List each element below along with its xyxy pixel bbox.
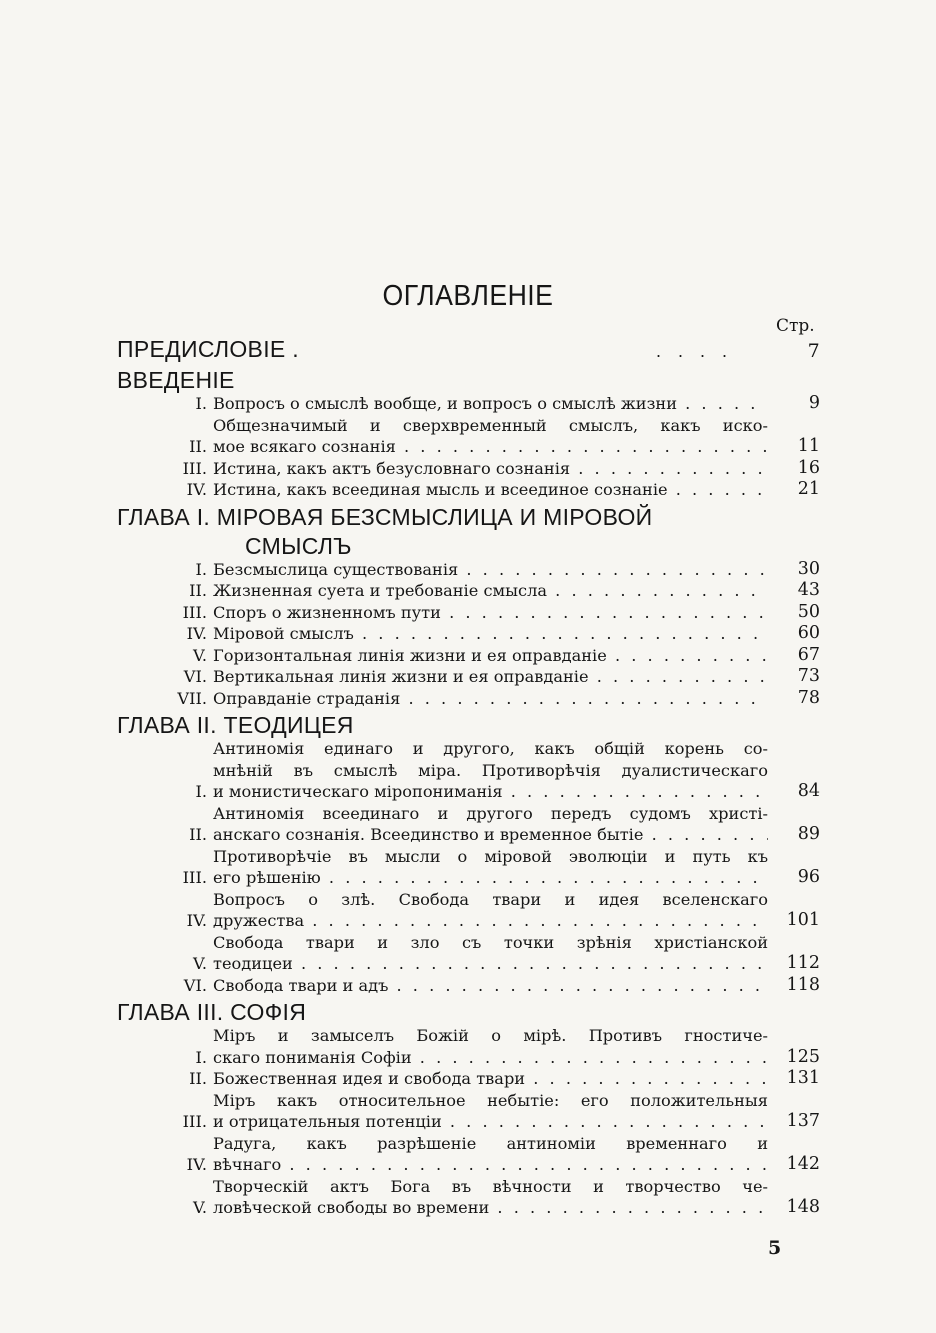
entry-title-line: и отрицательныя потенціи . . . bbox=[213, 1111, 768, 1133]
entry-title bbox=[213, 846, 768, 889]
toc-entry[interactable] bbox=[117, 1068, 820, 1090]
entry-number: I. bbox=[195, 559, 207, 579]
page-title: ОГЛАВЛЕНІЕ bbox=[382, 280, 554, 312]
entry-title-line: Антиномія единаго и другого, какъ общій корень со- bbox=[213, 739, 768, 758]
entry-number: II. bbox=[189, 581, 207, 600]
toc-entry[interactable] bbox=[117, 415, 820, 458]
entry-title-line: скаго пониманія Софіи . . . bbox=[213, 1047, 768, 1069]
toc-entry[interactable] bbox=[117, 1090, 820, 1133]
entry-title-line: Вертикальная линія жизни и ея оправданіе . . . bbox=[213, 666, 768, 688]
entry-title bbox=[213, 559, 768, 581]
entry-number: IV. bbox=[186, 1155, 207, 1174]
toc-entry[interactable] bbox=[117, 623, 820, 645]
toc-entry[interactable] bbox=[117, 458, 820, 480]
entry-number: III. bbox=[182, 458, 207, 478]
entry-number: VII. bbox=[177, 688, 207, 708]
entry-title-line: теодицеи . . . bbox=[213, 953, 768, 975]
entry-number: IV. bbox=[186, 624, 207, 643]
entry-number: IV. bbox=[186, 911, 207, 930]
entry-page: 21 bbox=[797, 479, 820, 499]
toc-entry[interactable] bbox=[117, 602, 820, 624]
entry-title bbox=[213, 803, 768, 846]
entry-page: 142 bbox=[786, 1154, 820, 1174]
toc-entry[interactable] bbox=[117, 803, 820, 846]
entry-title-line: Споръ о жизненномъ пути . . . bbox=[213, 602, 768, 624]
entry-title bbox=[213, 666, 768, 688]
entry-title bbox=[213, 602, 768, 624]
entry-number: V. bbox=[192, 1198, 207, 1217]
entry-page: 73 bbox=[797, 666, 820, 686]
entry-title-line: ловѣческой свободы во времени . . . bbox=[213, 1197, 768, 1219]
entry-title-line: Противорѣчіе въ мысли о міровой эволюціи и путь къ bbox=[213, 846, 768, 866]
entry-title-line: Истина, какъ актъ безусловнаго сознанія . . . bbox=[213, 458, 768, 480]
entry-page: 16 bbox=[797, 457, 820, 478]
entry-page: 78 bbox=[797, 687, 820, 708]
entry-title-line: Горизонтальная линія жизни и ея оправданіе . . . bbox=[213, 645, 768, 667]
entry-number: II. bbox=[189, 825, 207, 844]
entry-title-line: Антиномія всеединаго и другого передъ судомъ христі- bbox=[213, 803, 768, 823]
entry-number: III. bbox=[182, 868, 207, 887]
entry-title-line: и монистическаго міропониманія . . . bbox=[213, 781, 768, 803]
entry-number: III. bbox=[182, 602, 207, 622]
entry-page: 131 bbox=[786, 1068, 820, 1088]
entry-title-line: мнѣній въ смыслѣ міра. Противорѣчія дуалистическаго bbox=[213, 760, 768, 780]
entry-title bbox=[213, 1133, 768, 1176]
entry-title-line: Свобода твари и адъ . . . bbox=[213, 975, 768, 997]
entry-page: 67 bbox=[797, 644, 820, 665]
entry-number: VI. bbox=[183, 975, 207, 995]
chapter-heading: ГЛАВА II. ТЕОДИЦЕЯ bbox=[117, 712, 354, 738]
entry-title bbox=[213, 1176, 768, 1219]
introduction-heading: ВВЕДЕНІЕ bbox=[117, 367, 235, 393]
entry-title bbox=[213, 1068, 768, 1090]
entry-number: I. bbox=[195, 1047, 207, 1067]
entry-title bbox=[213, 1025, 768, 1068]
preface-label: ПРЕДИСЛОВІЕ . bbox=[117, 336, 299, 362]
page-column-label: Стр. bbox=[776, 316, 815, 336]
chapter-heading: СМЫСЛЪ bbox=[245, 532, 352, 559]
entry-title-line: Истина, какъ всеединая мысль и всеединое сознаніе . . . bbox=[213, 479, 768, 501]
entry-page: 43 bbox=[797, 580, 820, 600]
entry-page: 96 bbox=[797, 867, 820, 887]
entry-title bbox=[213, 623, 768, 645]
entry-title bbox=[213, 932, 768, 975]
toc-entry[interactable] bbox=[117, 975, 820, 997]
chapter-section bbox=[117, 712, 820, 996]
entry-page: 118 bbox=[786, 974, 820, 995]
entry-page: 101 bbox=[786, 910, 820, 930]
entry-page: 137 bbox=[786, 1111, 820, 1131]
entry-number: VI. bbox=[183, 667, 207, 686]
entry-title-line: Оправданіе страданія . . . bbox=[213, 688, 768, 710]
entry-title bbox=[213, 415, 768, 458]
entry-title bbox=[213, 479, 768, 501]
entry-page: 30 bbox=[797, 558, 820, 579]
page-number: 5 bbox=[768, 1237, 782, 1259]
preface-page: 7 bbox=[807, 340, 820, 362]
entry-title-line: анскаго сознанія. Всеединство и временное бытіе . . . bbox=[213, 824, 768, 846]
entry-title-line: Общезначимый и сверхвременный смыслъ, какъ иско- bbox=[213, 415, 768, 435]
chapter-heading: ГЛАВА III. СОФІЯ bbox=[117, 999, 307, 1025]
entry-title bbox=[213, 688, 768, 710]
entry-title-line: мое всякаго сознанія . . . bbox=[213, 436, 768, 458]
entry-title-line: Міръ и замыселъ Божій о мірѣ. Противъ гностиче- bbox=[213, 1026, 768, 1045]
entry-title bbox=[213, 975, 768, 997]
toc-entry[interactable] bbox=[117, 666, 820, 688]
entry-title bbox=[213, 580, 768, 602]
entry-number: IV. bbox=[186, 480, 207, 499]
toc-preface[interactable] bbox=[117, 336, 820, 364]
entry-number: II. bbox=[189, 437, 207, 456]
leader-dots: .... bbox=[655, 341, 744, 361]
toc-entry[interactable] bbox=[117, 1025, 820, 1068]
chapters bbox=[117, 504, 820, 1219]
entry-title-line: Вопросъ о злѣ. Свобода твари и идея вселенскаго bbox=[213, 889, 768, 909]
entry-title bbox=[213, 738, 768, 803]
entry-page: 84 bbox=[797, 781, 820, 801]
entry-page: 60 bbox=[797, 623, 820, 643]
entry-title-line: Радуга, какъ разрѣшеніе антиноміи временнаго и bbox=[213, 1133, 768, 1153]
entry-title-line: Безсмыслица существованія . . . bbox=[213, 559, 768, 581]
entry-title-line: Вопросъ о смыслѣ вообще, и вопросъ о смыслѣ жизни . . . bbox=[213, 393, 768, 415]
entry-number: I. bbox=[195, 782, 207, 801]
entry-title-line: Творческій актъ Бога въ вѣчности и творчество че- bbox=[213, 1176, 768, 1196]
toc-entry[interactable] bbox=[117, 738, 820, 803]
introduction-items bbox=[117, 393, 820, 501]
toc-entry[interactable] bbox=[117, 645, 820, 667]
entry-number: III. bbox=[182, 1112, 207, 1131]
toc-entry[interactable] bbox=[117, 479, 820, 501]
entry-title bbox=[213, 645, 768, 667]
chapter-section bbox=[117, 999, 820, 1219]
entry-title-line: дружества . . . bbox=[213, 910, 768, 932]
entry-page: 125 bbox=[786, 1046, 820, 1067]
entry-page: 148 bbox=[786, 1197, 820, 1217]
entry-page: 89 bbox=[797, 824, 820, 844]
toc-entry[interactable] bbox=[117, 1176, 820, 1219]
entry-title-line: его рѣшенію . . . bbox=[213, 867, 768, 889]
entry-title-line: Міровой смыслъ . . . bbox=[213, 623, 768, 645]
toc-entry[interactable] bbox=[117, 688, 820, 710]
table-of-contents bbox=[117, 336, 820, 1219]
entry-page: 50 bbox=[797, 601, 820, 622]
entry-page: 9 bbox=[808, 393, 820, 413]
entry-title-line: вѣчнаго . . . bbox=[213, 1154, 768, 1176]
toc-entry[interactable] bbox=[117, 580, 820, 602]
toc-entry[interactable] bbox=[117, 1133, 820, 1176]
entry-page: 112 bbox=[786, 953, 820, 973]
entry-title bbox=[213, 458, 768, 480]
toc-entry[interactable] bbox=[117, 846, 820, 889]
entry-title bbox=[213, 1090, 768, 1133]
entry-title-line: Міръ какъ относительное небытіе: его положительныя bbox=[213, 1090, 768, 1110]
entry-number: V. bbox=[192, 645, 207, 665]
entry-page: 11 bbox=[797, 436, 820, 456]
toc-entry[interactable] bbox=[117, 559, 820, 581]
chapter-heading: ГЛАВА I. МІРОВАЯ БЕЗСМЫСЛИЦА И МІРОВОЙ bbox=[117, 503, 653, 530]
entry-number: I. bbox=[195, 394, 207, 413]
toc-entry[interactable] bbox=[117, 889, 820, 932]
chapter-section bbox=[117, 504, 820, 710]
entry-number: V. bbox=[192, 954, 207, 973]
toc-entry[interactable] bbox=[117, 932, 820, 975]
entry-number: II. bbox=[189, 1069, 207, 1088]
entry-title-line: Божественная идея и свобода твари . . . bbox=[213, 1068, 768, 1090]
entry-title-line: Свобода твари и зло съ точки зрѣнія христіанской bbox=[213, 932, 768, 952]
entry-title bbox=[213, 889, 768, 932]
entry-title bbox=[213, 393, 768, 415]
toc-entry[interactable] bbox=[117, 393, 820, 415]
entry-title-line: Жизненная суета и требованіе смысла . . . bbox=[213, 580, 768, 602]
